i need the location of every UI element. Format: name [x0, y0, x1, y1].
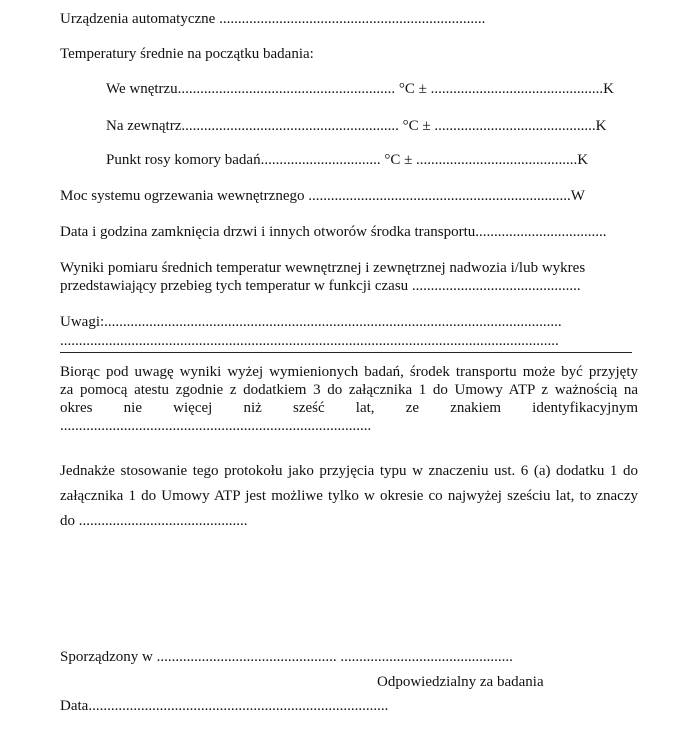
prepared-in-field: Sporządzony w ................................................ .............................................. [60, 649, 513, 665]
note-line-2: załącznika 1 do Umowy ATP jest możliwe tylko w okresie co najwyżej sześciu lat, to znaczy [60, 488, 638, 504]
conclusion-line-3: okres nie więcej niż sześć lat, ze znakiem identyfikacyjnym [60, 400, 638, 416]
outside-temperature-field: Na zewnątrz.......................................................... °C ± ...........................................K [106, 118, 607, 134]
conclusion-line-1: Biorąc pod uwagę wyniki wyżej wymienionych badań, środek transportu może być przyjęty [60, 364, 638, 380]
inside-temperature-field: We wnętrzu.......................................................... °C ± ..............................................K [106, 81, 614, 97]
closing-date-field: Data i godzina zamknięcia drzwi i innych otworów środka transportu................................... [60, 224, 607, 240]
average-temperatures-heading: Temperatury średnie na początku badania: [60, 46, 314, 62]
dew-point-field: Punkt rosy komory badań................................ °C ± ...........................................K [106, 152, 589, 168]
remarks-dotted-line: ..................................................................................................................................... [60, 333, 559, 349]
conclusion-line-2: za pomocą atestu zgodnie z dodatkiem 3 do załącznika 1 do Umowy ATP z ważnością na [60, 382, 638, 398]
results-line-2: przedstawiający przebieg tych temperatur w funkcji czasu ............................................. [60, 278, 581, 294]
date-field: Data................................................................................ [60, 698, 389, 714]
remarks-field: Uwagi:.......................................................................................................................... [60, 314, 562, 330]
remarks-underline [60, 352, 632, 353]
results-line-1: Wyniki pomiaru średnich temperatur wewnętrznej i zewnętrznej nadwozia i/lub wykres [60, 260, 586, 276]
heating-power-field: Moc systemu ogrzewania wewnętrznego ......................................................................W [60, 188, 585, 204]
note-line-3: do ............................................. [60, 513, 248, 529]
identification-mark-field: ................................................................................... [60, 418, 372, 434]
note-line-1: Jednakże stosowanie tego protokołu jako przyjęcia typu w znaczeniu ust. 6 (a) dodatku 1 do [60, 463, 638, 479]
automatic-devices-field: Urządzenia automatyczne ....................................................................... [60, 11, 486, 27]
responsible-label: Odpowiedzialny za badania [377, 674, 544, 690]
